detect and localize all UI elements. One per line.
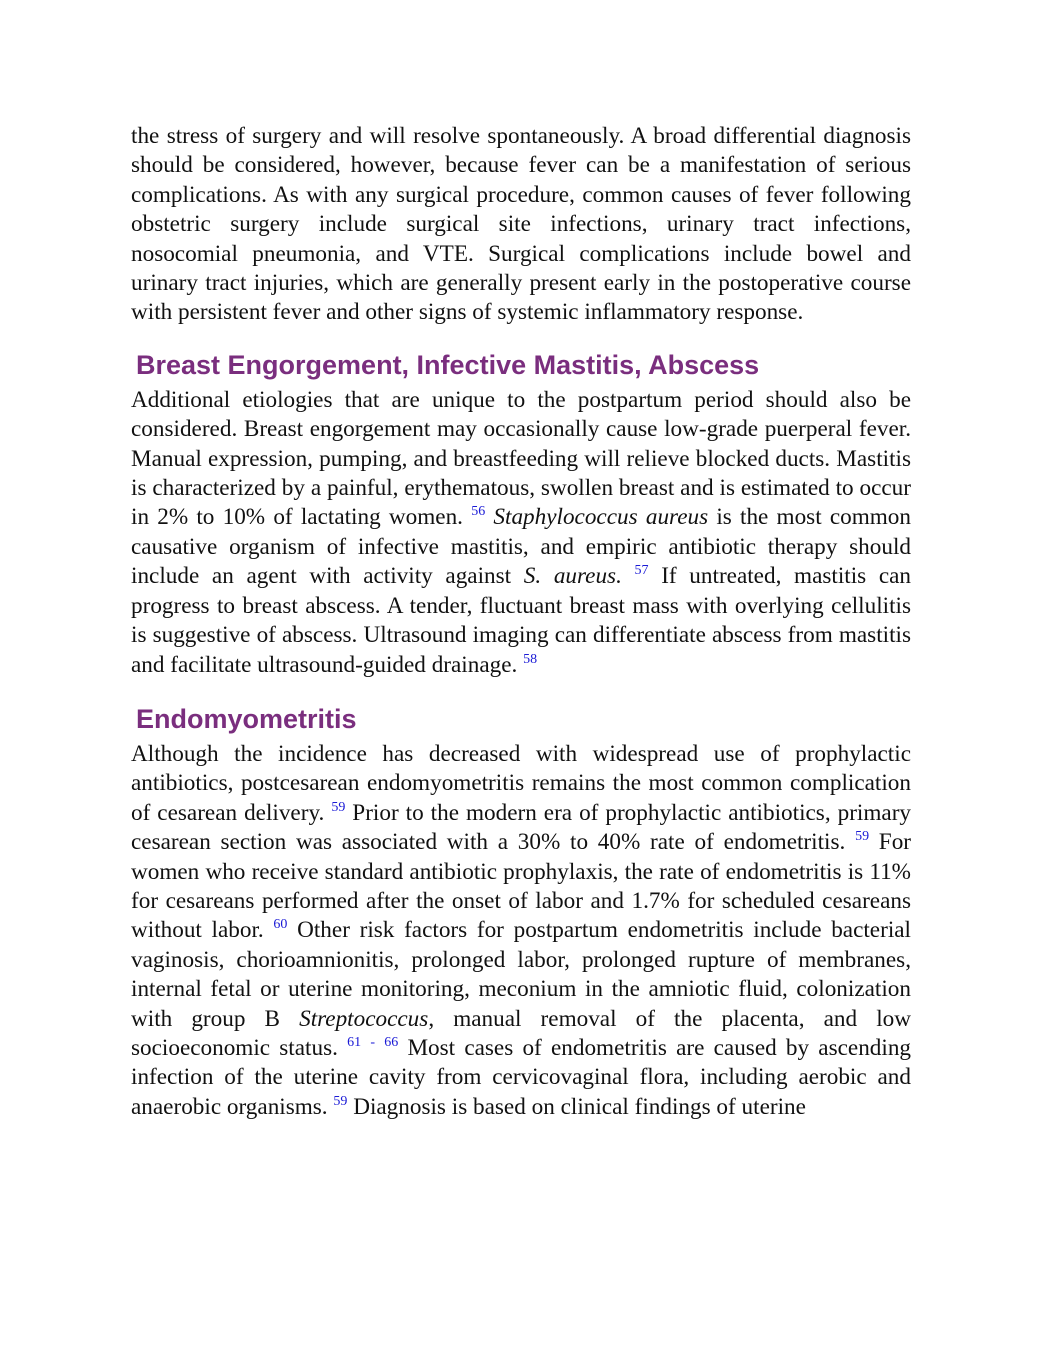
- text-run: is the most common causative organism of infective mastitis, and empiric antibiotic therapy should include an agent with activity against: [131, 504, 911, 590]
- text-run: If untreated, mastitis can progress to breast abscess. A tender, fluctuant breast mass with overlying cellulitis is suggestive of abscess. Ultrasound imaging can differentiate abscess from mastitis and facilitate ultrasound-guided drainage.: [131, 563, 912, 678]
- citation-link[interactable]: 61: [347, 1034, 362, 1050]
- text-run: Although the incidence has decreased with widespread use of prophylactic antibiotics, postcesarean endomyometritis remains the most common complication of cesarean delivery.: [131, 740, 911, 826]
- text-run: , manual removal of the placenta, and low socioeconomic status.: [131, 1005, 911, 1061]
- italic-organism: Staphylococcus aureus: [493, 504, 709, 531]
- italic-organism: S. aureus.: [523, 563, 622, 590]
- text-run: Diagnosis is based on clinical findings of uterine: [347, 1093, 806, 1120]
- section-heading-breast: Breast Engorgement, Infective Mastitis, Abscess: [136, 349, 760, 380]
- intro-text: the stress of surgery and will resolve spontaneously. A broad differential diagnosis should be considered, however, because fever can be a manifestation of serious complications. As with any surgical procedure, common causes of fever following obstetric surgery include surgical site infections, urinary tract infections, nosocomial pneumonia, and VTE. Surgical complications include bowel and urinary tract injuries, which are generally present early in the postoperative course with persistent fever and other signs of systemic inflammatory response.: [131, 123, 911, 326]
- text-run: For women who receive standard antibiotic prophylaxis, the rate of endometritis is 11% for cesareans performed after the onset of labor and 1.7% for scheduled cesareans without labor.: [131, 829, 912, 944]
- citation-link[interactable]: 56: [471, 504, 486, 520]
- citation-link[interactable]: 60: [273, 917, 288, 933]
- citation-link[interactable]: 57: [634, 563, 649, 579]
- text-run: Additional etiologies that are unique to the postpartum period should also be considered. Breast engorgement may occasionally cause low-grade puerperal fever. Manual expression, pumping, and breastfeeding will relieve blocked ducts. Mastitis is characterized by a painful, erythematous, swollen breast and is estimated to occur in 2% to 10% of lactating women.: [131, 386, 911, 531]
- citation-link[interactable]: 59: [331, 799, 346, 815]
- text-run: Other risk factors for postpartum endometritis include bacterial vaginosis, chorioamnionitis, prolonged labor, prolonged rupture of membranes, internal fetal or uterine monitoring, meconium in the amniotic fluid, colonization with group B: [131, 917, 912, 1032]
- endomyometritis-paragraph: [131, 740, 911, 1122]
- citation-link[interactable]: 66: [384, 1034, 399, 1050]
- text-run: Most cases of endometritis are caused by ascending infection of the uterine cavity from cervicovaginal flora, including aerobic and anaerobic organisms.: [131, 1034, 912, 1120]
- breast-paragraph: [131, 386, 911, 680]
- citation-range-dash: -: [370, 1034, 376, 1050]
- citation-link[interactable]: 59: [855, 829, 870, 845]
- document-page: [131, 122, 911, 1122]
- italic-organism: Streptococcus: [299, 1005, 429, 1032]
- intro-paragraph: [131, 122, 911, 328]
- section-heading-endomyometritis: Endomyometritis: [136, 703, 357, 734]
- text-run: Prior to the modern era of prophylactic antibiotics, primary cesarean section was associated with a 30% to 40% rate of endometritis.: [131, 799, 912, 856]
- citation-link[interactable]: 58: [523, 651, 538, 667]
- citation-link[interactable]: 59: [333, 1093, 348, 1109]
